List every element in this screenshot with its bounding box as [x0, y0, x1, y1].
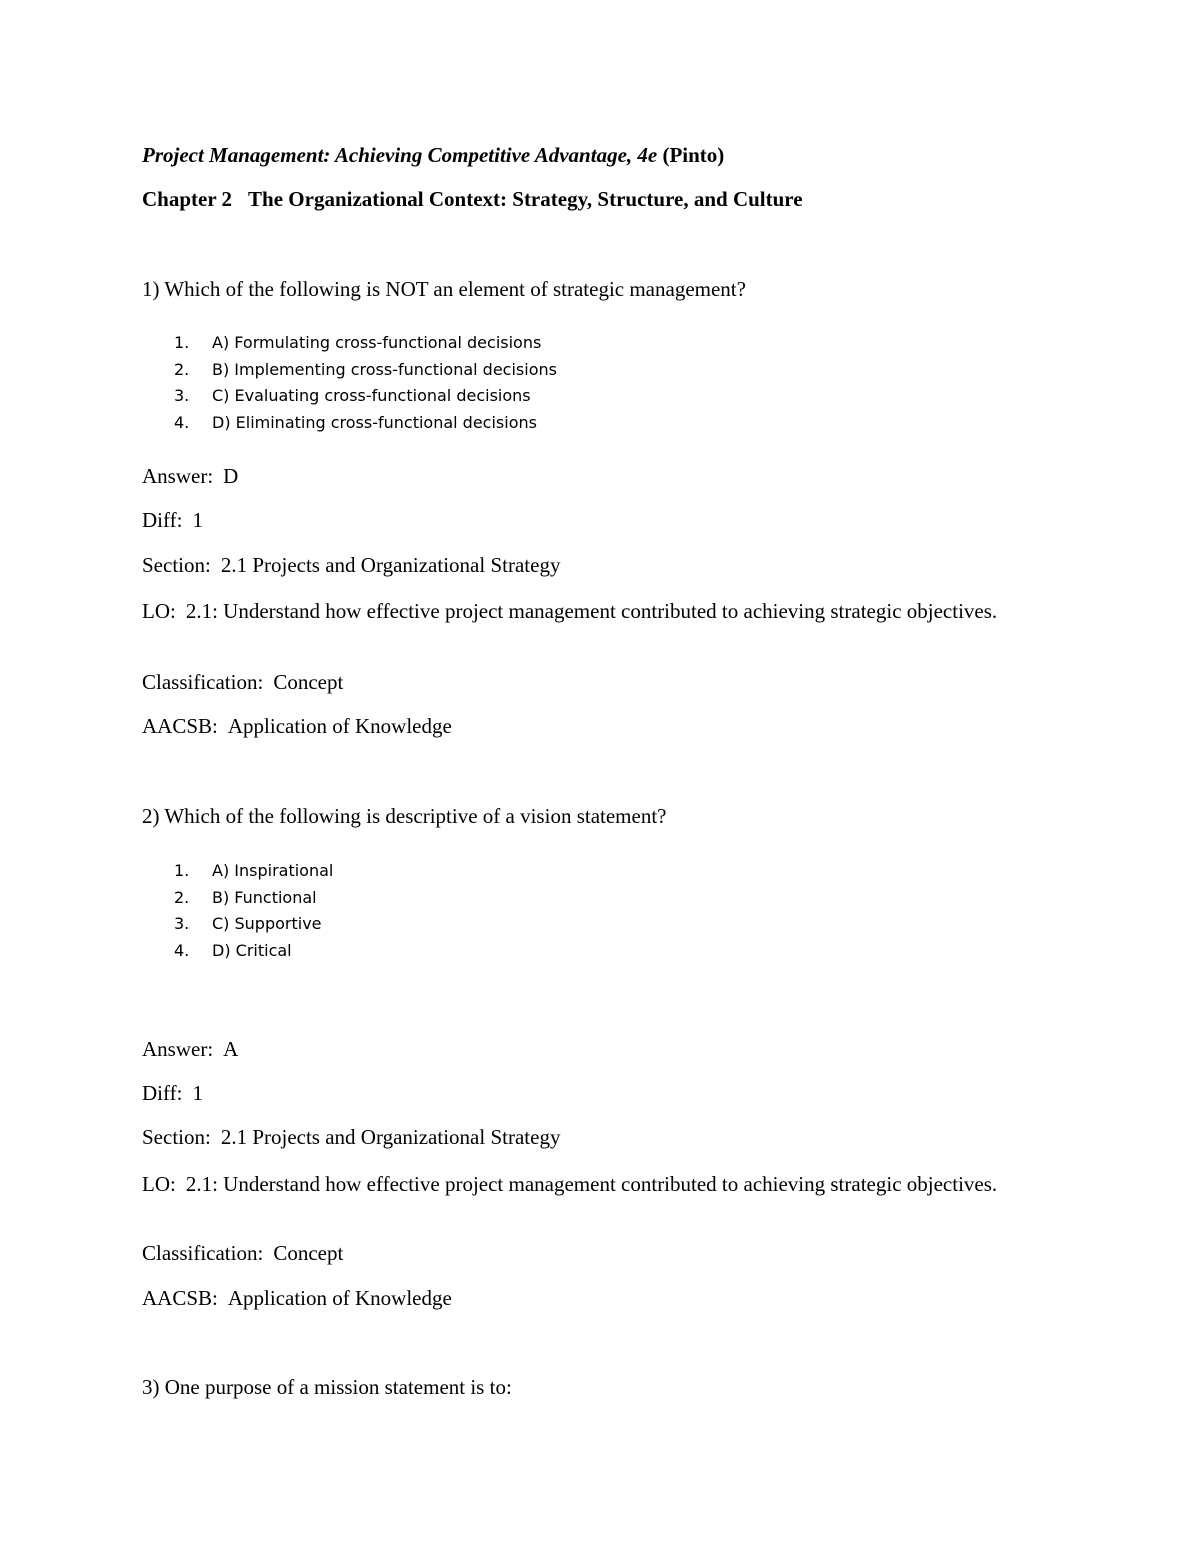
lo-value: 2.1: Understand how effective project management contributed to achieving strategic objectives.: [185, 1172, 998, 1196]
option-number: 1.: [174, 861, 190, 880]
question-1-classification: [142, 670, 343, 695]
question-1-difficulty: [142, 508, 203, 533]
question-1-answer: [142, 464, 238, 489]
option-number: 3.: [174, 386, 190, 406]
aacsb-label: AACSB:: [142, 714, 218, 738]
book-title: Project Management: Achieving Competitive Advantage, 4e: [142, 143, 658, 167]
aacsb-value: Application of Knowledge: [227, 1286, 452, 1310]
document-title: [142, 143, 724, 168]
answer-label: Answer:: [142, 1037, 214, 1061]
question-2-learning-objective: [142, 1170, 1022, 1198]
lo-label: LO:: [142, 599, 176, 623]
question-2-answer: [142, 1037, 238, 1062]
question-3-prompt: 3) One purpose of a mission statement is to:: [142, 1375, 512, 1399]
question-2-aacsb: [142, 1286, 452, 1311]
option-item: [160, 911, 333, 938]
aacsb-label: AACSB:: [142, 1286, 218, 1310]
option-number: 2.: [174, 887, 190, 907]
lo-label: LO:: [142, 1172, 176, 1196]
question-1-prompt: 1) Which of the following is NOT an element of strategic management?: [142, 277, 746, 301]
option-text: C) Supportive: [212, 914, 322, 934]
question-2-options: [160, 858, 333, 965]
section-label: Section:: [142, 1125, 211, 1149]
option-text: D) Critical: [212, 941, 292, 961]
lo-value: 2.1: Understand how effective project management contributed to achieving strategic objectives.: [185, 599, 998, 623]
option-text: C) Evaluating cross-functional decisions: [212, 386, 531, 406]
chapter-label: Chapter 2: [142, 187, 233, 211]
answer-value: A: [223, 1037, 239, 1061]
question-1-section: [142, 553, 560, 578]
option-text: B) Functional: [212, 887, 317, 907]
option-item: [160, 357, 557, 384]
option-item: [160, 410, 557, 437]
diff-label: Diff:: [142, 508, 183, 532]
section-label: Section:: [142, 553, 211, 577]
option-number: 4.: [174, 941, 190, 961]
option-item: [160, 330, 557, 357]
option-item: [160, 938, 333, 965]
diff-value: 1: [192, 1081, 203, 1105]
option-number: 1.: [174, 333, 190, 352]
aacsb-value: Application of Knowledge: [227, 714, 452, 738]
option-text: D) Eliminating cross-functional decisions: [212, 413, 537, 433]
question-2-classification: [142, 1241, 343, 1266]
book-author: (Pinto): [662, 143, 725, 167]
option-item: [160, 858, 333, 885]
option-item: [160, 383, 557, 410]
option-number: 3.: [174, 914, 190, 934]
question-1-options: [160, 330, 557, 437]
option-item: [160, 885, 333, 912]
option-text: A) Formulating cross-functional decisions: [212, 333, 542, 352]
classification-label: Classification:: [142, 1241, 264, 1265]
chapter-name: The Organizational Context: Strategy, Structure, and Culture: [248, 187, 803, 211]
question-1-aacsb: [142, 714, 452, 739]
option-text: A) Inspirational: [212, 861, 334, 880]
option-text: B) Implementing cross-functional decisions: [212, 359, 557, 379]
question-1-learning-objective: [142, 597, 1022, 625]
diff-value: 1: [192, 508, 203, 532]
question-2-prompt: 2) Which of the following is descriptive of a vision statement?: [142, 804, 667, 828]
option-number: 2.: [174, 359, 190, 379]
diff-label: Diff:: [142, 1081, 183, 1105]
question-2-difficulty: [142, 1081, 203, 1106]
classification-label: Classification:: [142, 670, 264, 694]
classification-value: Concept: [273, 1241, 344, 1265]
question-2-section: [142, 1125, 560, 1150]
chapter-heading: [142, 187, 803, 212]
answer-label: Answer:: [142, 464, 214, 488]
classification-value: Concept: [273, 670, 344, 694]
answer-value: D: [223, 464, 239, 488]
section-value: 2.1 Projects and Organizational Strategy: [220, 553, 561, 577]
option-number: 4.: [174, 413, 190, 433]
section-value: 2.1 Projects and Organizational Strategy: [220, 1125, 561, 1149]
